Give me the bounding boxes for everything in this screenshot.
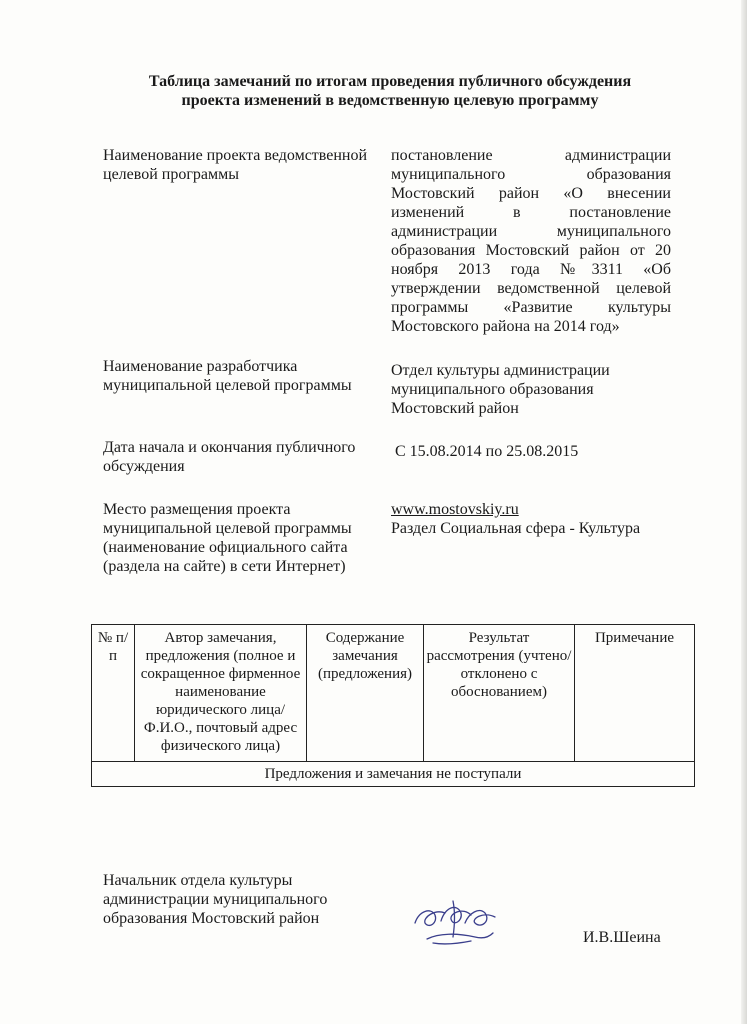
table-row xyxy=(92,762,695,787)
title-line-2: проекта изменений в ведомственную целевую программу xyxy=(181,92,599,109)
place-value xyxy=(391,500,671,538)
header-content: Содержание замечания (предложения) xyxy=(307,625,424,762)
header-note: Примечание xyxy=(575,625,695,762)
header-author: Автор замечания, предложения (полное и сокращенное фирменное наименование юридического лица/Ф.И.О., почтовый адрес физического лица) xyxy=(135,625,307,762)
website-link[interactable]: www.mostovskiy.ru xyxy=(391,501,519,518)
remarks-table xyxy=(91,624,695,787)
site-section: Раздел Социальная сфера - Культура xyxy=(391,520,641,537)
position-line-2: администрации муниципального xyxy=(103,891,328,908)
dates-label: Дата начала и окончания публичного обсуждения xyxy=(103,439,356,475)
developer-value: Отдел культуры администрации муниципального образования Мостовский район xyxy=(391,362,610,417)
signatory-name: И.В.Шеина xyxy=(583,929,661,946)
title-line-1: Таблица замечаний по итогам проведения публичного обсуждения xyxy=(148,73,632,90)
developer-label: Наименование разработчика муниципальной целевой программы xyxy=(103,358,352,394)
scan-edge xyxy=(741,0,747,1024)
project-name-value: постановление администрации муниципального образования Мостовский район «О внесении изменений в постановление администрации муниципального образования Мостовский район от 20 ноября 2013 года №3311 «Об утверждении ведомственной целевой программы «Развитие культуры Мостовского района на 2014 год» xyxy=(391,147,671,335)
position-line-1: Начальник отдела культуры xyxy=(103,872,293,889)
header-number: № п/п xyxy=(92,625,135,762)
handwritten-signature xyxy=(405,893,505,953)
signatory-position xyxy=(103,871,423,928)
dates-value: С 15.08.2014 по 25.08.2015 xyxy=(395,443,579,460)
table-header-row xyxy=(92,625,695,762)
document-title xyxy=(90,72,690,110)
position-line-3: образования Мостовский район xyxy=(103,910,320,927)
no-remarks-cell: Предложения и замечания не поступали xyxy=(92,762,695,787)
project-name-label: Наименование проекта ведомственной целевой программы xyxy=(103,147,368,183)
header-result: Результат рассмотрения (учтено/отклонено с обоснованием) xyxy=(424,625,575,762)
place-label: Место размещения проекта муниципальной целевой программы (наименование официального сайта (раздела на сайте) в сети Интернет) xyxy=(103,501,352,575)
